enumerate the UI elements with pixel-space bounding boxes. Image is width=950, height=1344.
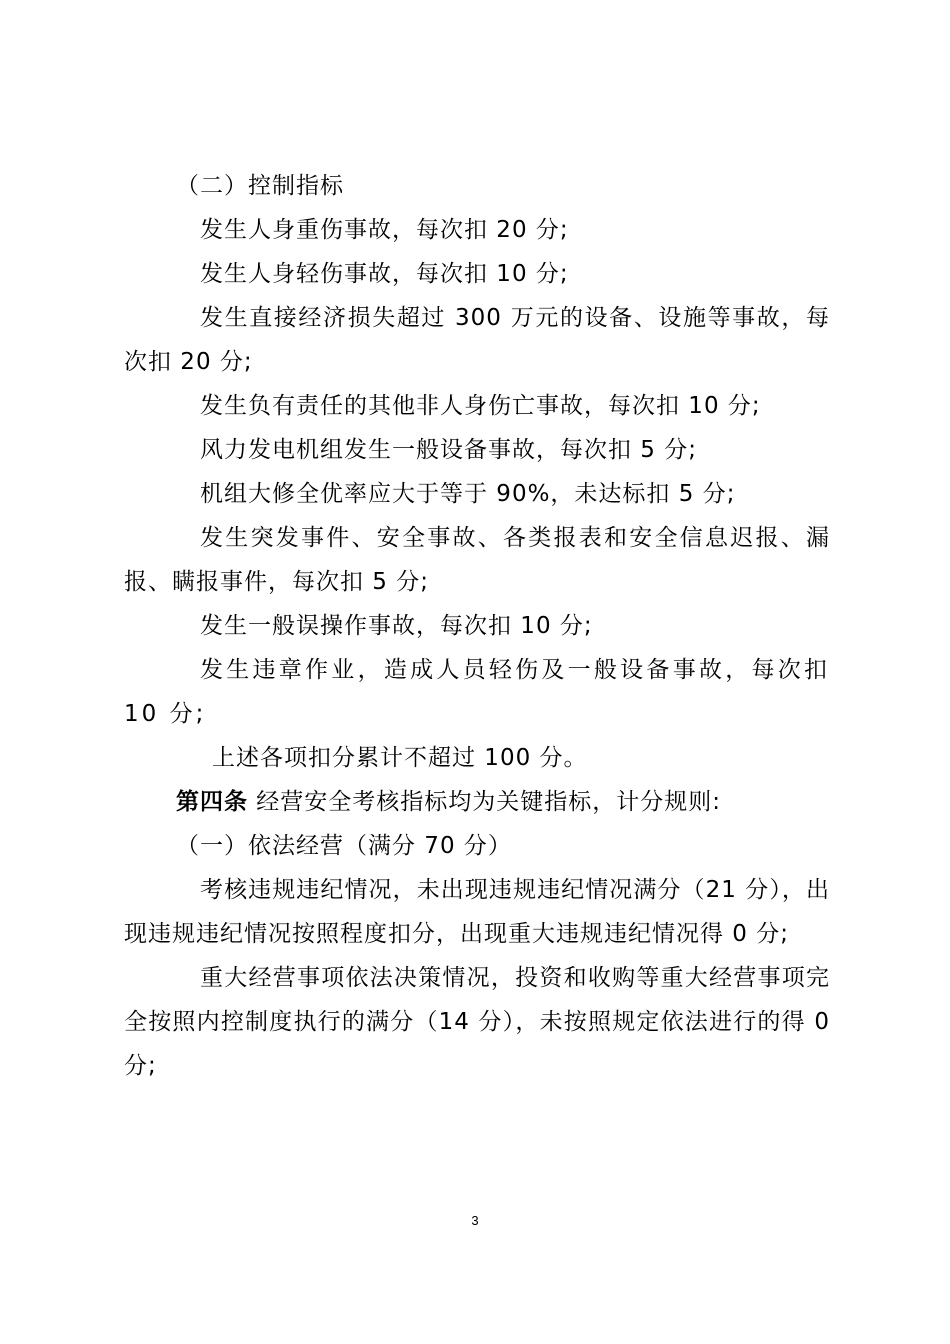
paragraph: 发生负有责任的其他非人身伤亡事故，每次扣 10 分; [200, 393, 761, 419]
paragraph: 考核违规违纪情况，未出现违规违纪情况满分（21 分），出现违规违纪情况按照程度扣分，出现重大违规违纪情况得 0 分; [124, 877, 830, 947]
article-four-text: 经营安全考核指标均为关键指标，计分规则: [248, 789, 722, 815]
paragraph: 发生人身重伤事故，每次扣 20 分; [200, 217, 569, 243]
paragraph: 发生违章作业，造成人员轻伤及一般设备事故，每次扣 10 分; [124, 657, 830, 727]
paragraph: 重大经营事项依法决策情况，投资和收购等重大经营事项完全按照内控制度执行的满分（14 分），未按照规定依法进行的得 0 分; [124, 965, 830, 1079]
paragraph: 发生直接经济损失超过 300 万元的设备、设施等事故，每次扣 20 分; [124, 305, 830, 375]
article-four-label: 第四条 [176, 789, 248, 815]
section-heading-lawful-operation: （一）依法经营（满分 70 分） [176, 833, 512, 859]
paragraph: 风力发电机组发生一般设备事故，每次扣 5 分; [200, 437, 698, 463]
section-heading-control-indicators: （二）控制指标 [176, 173, 344, 199]
page-number: 3 [471, 1213, 479, 1228]
paragraph: 发生突发事件、安全事故、各类报表和安全信息迟报、漏报、瞒报事件，每次扣 5 分; [124, 525, 830, 595]
paragraph-summary: 上述各项扣分累计不超过 100 分。 [212, 745, 588, 771]
paragraph: 发生人身轻伤事故，每次扣 10 分; [200, 261, 569, 287]
document-body [124, 164, 830, 1088]
paragraph: 发生一般误操作事故，每次扣 10 分; [200, 613, 593, 639]
paragraph: 机组大修全优率应大于等于 90%，未达标扣 5 分; [200, 481, 736, 507]
article-four [124, 780, 830, 824]
